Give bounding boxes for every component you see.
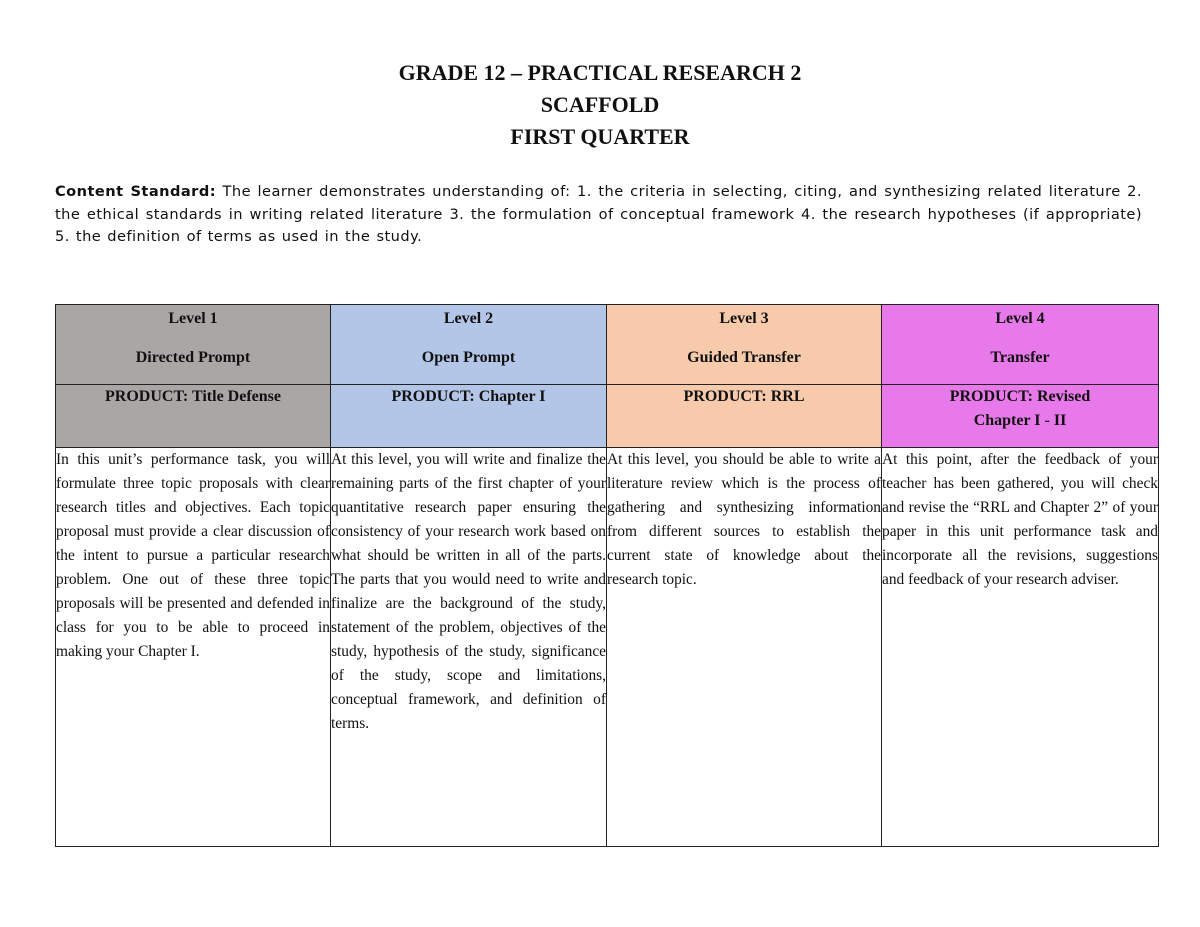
level-4-header (882, 305, 1159, 385)
level-3-name: Guided Transfer (687, 349, 801, 366)
level-1-description: In this unit’s performance task, you will formulate three topic proposals with clear research titles and objectives. Each topic proposal must provide a clear discussion of the intent to pursue a particular research problem. One out of these three topic proposals will be presented and defended in class for you to be able to proceed in making your Chapter I. (56, 448, 331, 847)
title-line-grade: GRADE 12 – PRACTICAL RESEARCH 2 (398, 60, 802, 85)
level-header-row (56, 305, 1159, 385)
level-4-product-line1: PRODUCT: Revised (949, 388, 1091, 405)
title-line-scaffold: SCAFFOLD (540, 92, 660, 117)
content-standard-text: The learner demonstrates understanding of: 1. the criteria in selecting, citing, and synthesizing related literature 2. the ethical standards in writing related literature 3. the formulation of conceptual framework 4. the research hypotheses (if appropriate) 5. the definition of terms as used in the study. (55, 183, 1142, 245)
product-row (56, 385, 1159, 448)
scaffold-table (55, 304, 1159, 847)
level-4-product-line2: Chapter I - II (973, 412, 1067, 429)
level-2-header (331, 305, 607, 385)
level-3-header (607, 305, 882, 385)
level-1-product: PRODUCT: Title Defense (56, 385, 331, 448)
level-1-number: Level 1 (168, 310, 218, 327)
level-3-description: At this level, you should be able to write a literature review which is the process of gathering and synthesizing information from different sources to establish the current state of knowledge about the research topic. (607, 448, 882, 847)
level-4-number: Level 4 (995, 310, 1045, 327)
level-3-product: PRODUCT: RRL (607, 385, 882, 448)
level-3-number: Level 3 (719, 310, 769, 327)
level-4-name: Transfer (990, 349, 1050, 366)
content-standard-label: Content Standard: (55, 183, 217, 200)
level-2-name: Open Prompt (421, 349, 516, 366)
description-row (56, 448, 1159, 847)
level-1-header (56, 305, 331, 385)
document-title (0, 57, 1200, 153)
level-2-product: PRODUCT: Chapter I (331, 385, 607, 448)
level-2-number: Level 2 (443, 310, 494, 327)
level-1-name: Directed Prompt (135, 349, 251, 366)
level-4-product (882, 385, 1159, 448)
level-2-description: At this level, you will write and finalize the remaining parts of the first chapter of your quantitative research paper ensuring the consistency of your research work based on what should be written in all of the parts. The parts that you would need to write and finalize are the background of the study, statement of the problem, objectives of the study, hypothesis of the study, significance of the study, scope and limitations, conceptual framework, and definition of terms. (331, 448, 607, 847)
title-line-quarter: FIRST QUARTER (510, 124, 690, 149)
content-standard-paragraph (55, 181, 1142, 249)
level-4-description: At this point, after the feedback of your teacher has been gathered, you will check and revise the “RRL and Chapter 2” of your paper in this unit performance task and incorporate all the revisions, suggestions and feedback of your research adviser. (882, 448, 1159, 847)
